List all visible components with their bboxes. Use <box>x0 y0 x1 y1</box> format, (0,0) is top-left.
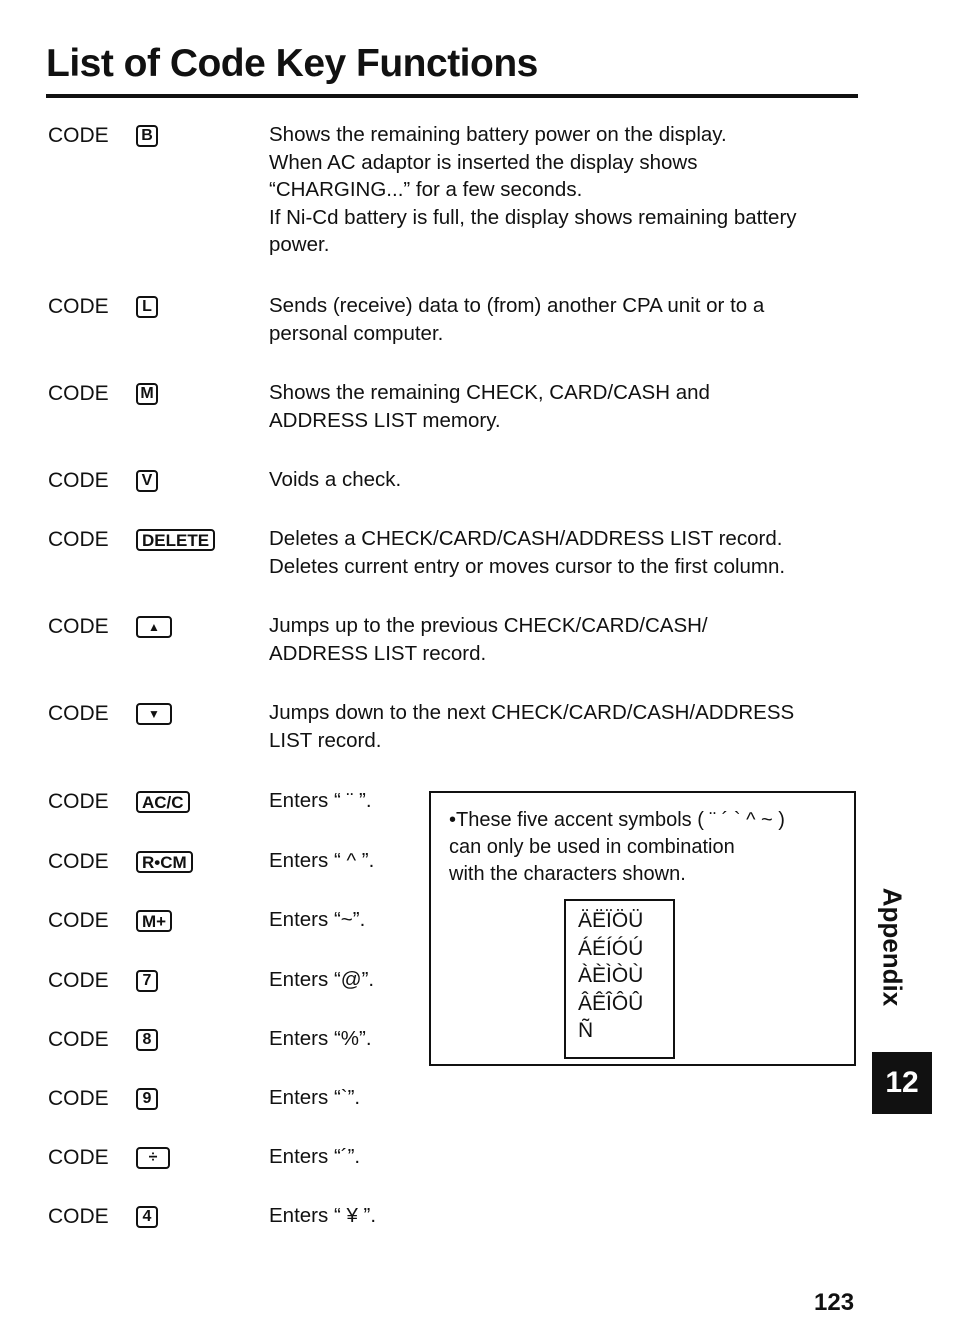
accent-characters-line: Ñ <box>578 1019 594 1042</box>
code-label: CODE <box>48 295 109 318</box>
code-label: CODE <box>48 969 109 992</box>
chapter-tab: 12 <box>872 1052 932 1114</box>
note-line: can only be used in combination <box>449 836 735 858</box>
accent-note-text <box>449 807 785 888</box>
code-label: CODE <box>48 909 109 932</box>
key-b: B <box>136 125 158 147</box>
entry-description <box>269 1143 419 1171</box>
page-number: 123 <box>814 1289 855 1316</box>
code-label: CODE <box>48 702 109 725</box>
code-label: CODE <box>48 790 109 813</box>
code-label: CODE <box>48 850 109 873</box>
description-line: If Ni-Cd battery is full, the display shows remaining battery <box>269 205 797 229</box>
description-line: When AC adaptor is inserted the display shows <box>269 150 698 174</box>
key-9: 9 <box>136 1088 158 1110</box>
description-line: Sends (receive) data to (from) another CPA unit or to a <box>269 294 765 317</box>
code-label: CODE <box>48 528 109 551</box>
description-line: Shows the remaining CHECK, CARD/CASH and <box>269 381 710 404</box>
section-side-label-text: Appendix <box>877 887 908 1007</box>
code-label: CODE <box>48 1087 109 1110</box>
key-4: 4 <box>136 1206 158 1228</box>
description-line: Voids a check. <box>269 468 402 491</box>
description-line: ADDRESS LIST record. <box>269 641 487 665</box>
entry-description <box>269 1202 419 1230</box>
entry-description <box>269 466 869 494</box>
entry-description <box>269 379 869 434</box>
description-line: Enters “´”. <box>269 1145 361 1168</box>
key-delete: DELETE <box>136 529 215 551</box>
entry-description <box>269 966 419 994</box>
description-line: Jumps down to the next CHECK/CARD/CASH/ADDRESS <box>269 701 795 724</box>
description-line: Deletes a CHECK/CARD/CASH/ADDRESS LIST record. <box>269 527 783 550</box>
code-label: CODE <box>48 469 109 492</box>
description-line: LIST record. <box>269 728 382 752</box>
entry-description <box>269 847 419 875</box>
description-line: Enters “~”. <box>269 908 366 931</box>
key-8: 8 <box>136 1029 158 1051</box>
page-title: List of Code Key Functions <box>46 42 538 85</box>
key-r-cm: R•CM <box>136 851 193 873</box>
accent-characters-line: ÁÉÍÓÚ <box>578 936 644 960</box>
accent-characters-line: ÂÊÎÔÛ <box>578 991 644 1015</box>
entry-description <box>269 699 869 754</box>
key-v: V <box>136 470 158 492</box>
entry-description <box>269 906 419 934</box>
accent-characters-box <box>564 899 675 1059</box>
key-m: M <box>136 383 158 405</box>
key-m-plus: M+ <box>136 910 172 932</box>
note-line: •These five accent symbols ( ¨ ´ ` ^ ~ ) <box>449 809 785 831</box>
code-label: CODE <box>48 124 109 147</box>
entry-description <box>269 787 419 815</box>
entry-description <box>269 1025 419 1053</box>
code-label: CODE <box>48 1028 109 1051</box>
section-side-label <box>872 872 912 1022</box>
key-down-arrow-icon: ▼ <box>136 703 172 725</box>
accent-characters-line: ÀÈÌÒÙ <box>578 964 644 987</box>
code-label: CODE <box>48 1146 109 1169</box>
description-line: Enters “ ¨ ”. <box>269 789 372 812</box>
description-line: “CHARGING...” for a few seconds. <box>269 178 583 201</box>
entry-description <box>269 121 869 259</box>
key-ac-c: AC/C <box>136 791 190 813</box>
key-7: 7 <box>136 970 158 992</box>
accent-note-box <box>429 791 856 1066</box>
description-line: power. <box>269 233 330 256</box>
description-line: Shows the remaining battery power on the display. <box>269 123 727 146</box>
description-line: Enters “ ¥ ”. <box>269 1204 377 1227</box>
code-label: CODE <box>48 1205 109 1228</box>
entry-description <box>269 612 869 667</box>
description-line: Enters “@”. <box>269 968 375 991</box>
entry-description <box>269 1084 419 1112</box>
description-line: Enters “%”. <box>269 1027 372 1050</box>
description-line: Enters “`”. <box>269 1086 361 1109</box>
key-divide-icon: ÷ <box>136 1147 170 1169</box>
description-line: personal computer. <box>269 321 444 345</box>
note-line: with the characters shown. <box>449 863 686 885</box>
description-line: Deletes current entry or moves cursor to the first column. <box>269 554 786 578</box>
code-label: CODE <box>48 382 109 405</box>
description-line: Enters “ ^ ”. <box>269 849 375 872</box>
entry-description <box>269 292 869 347</box>
accent-characters-line: ÄËÏÖÜ <box>578 909 644 932</box>
description-line: Jumps up to the previous CHECK/CARD/CASH/ <box>269 614 708 637</box>
code-label: CODE <box>48 615 109 638</box>
key-l: L <box>136 296 158 318</box>
entry-description <box>269 525 869 580</box>
title-rule <box>46 94 858 98</box>
key-up-arrow-icon: ▲ <box>136 616 172 638</box>
description-line: ADDRESS LIST memory. <box>269 408 501 432</box>
